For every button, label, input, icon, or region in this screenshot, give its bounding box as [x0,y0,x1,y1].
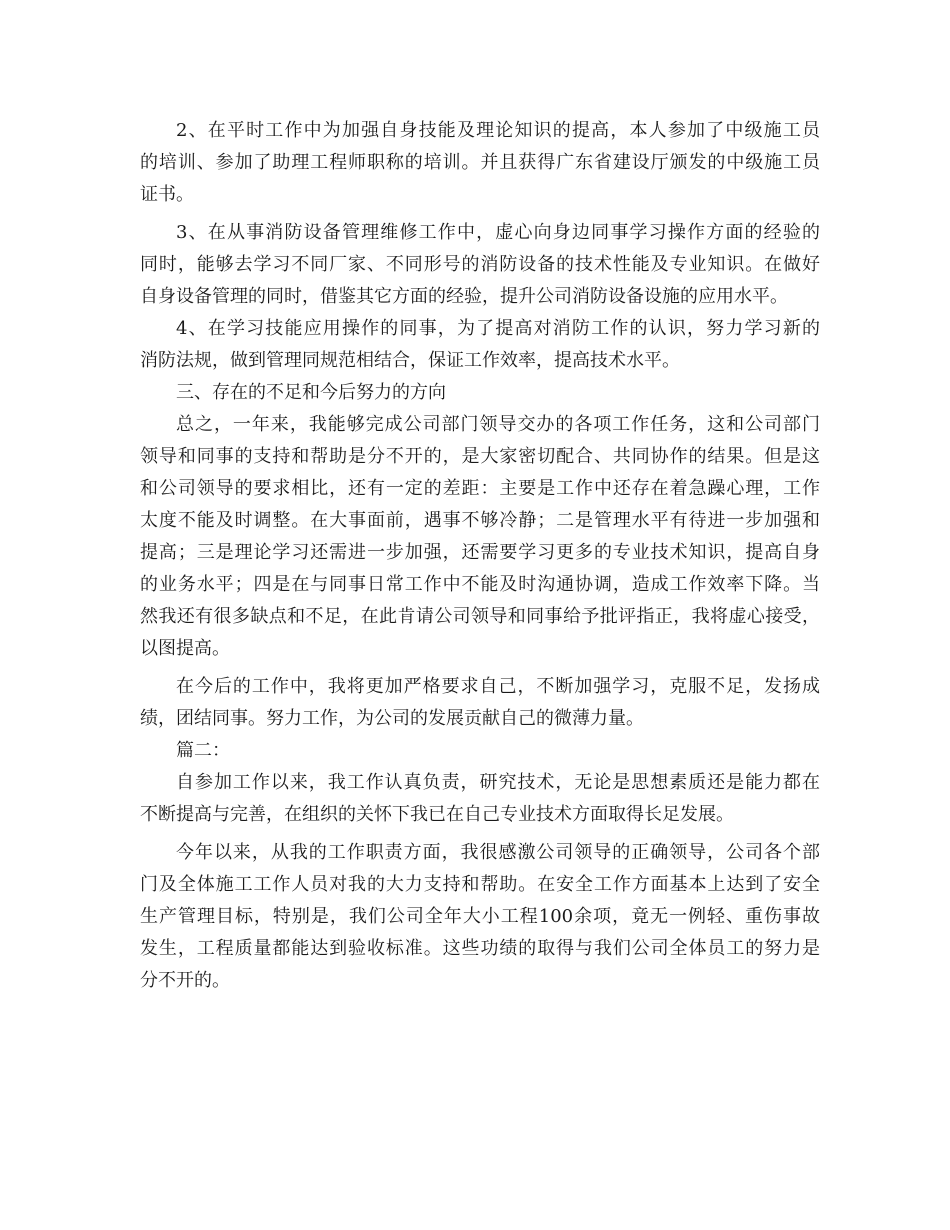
text-line: 不断提高与完善，在组织的关怀下我已在自己专业技术方面取得长足发展。 [140,804,734,825]
text-line: 然我还有很多缺点和不足，在此肯请公司领导和同事给予批评指正，我将虚心接受， [140,606,820,627]
text-line: 自参加工作以来，我工作认真负责，研究技术，无论是思想素质还是能力都在 [176,772,820,793]
text-line: 3、在从事消防设备管理维修工作中，虚心向身边同事学习操作方面的经验的 [176,222,820,243]
text-line: 三、存在的不足和今后努力的方向 [176,382,446,403]
text-line: 同时，能够去学习不同厂家、不同形号的消防设备的技术性能及专业知识。在做好 [140,254,820,275]
text-line: 2、在平时工作中为加强自身技能及理论知识的提高，本人参加了中级施工员 [176,120,820,141]
text-line: 和公司领导的要求相比，还有一定的差距：主要是工作中还存在着急躁心理，工作 [140,478,820,499]
text-line: 证书。 [140,184,194,205]
text-line: 篇二： [176,740,230,761]
text-line: 绩，团结同事。努力工作，为公司的发展贡献自己的微薄力量。 [140,708,644,729]
text-line: 门及全体施工工作人员对我的大力支持和帮助。在安全工作方面基本上达到了安全 [140,874,820,895]
document-body [140,115,820,997]
text-line: 在今后的工作中，我将更加严格要求自己，不断加强学习，克服不足，发扬成 [176,676,820,697]
text-line: 生产管理目标，特别是，我们公司全年大小工程100余项，竟无一例轻、重伤事故 [140,906,820,927]
text-line: 自身设备管理的同时，借鉴其它方面的经验，提升公司消防设备设施的应用水平。 [140,286,788,307]
text-line: 4、在学习技能应用操作的同事，为了提高对消防工作的认识，努力学习新的 [176,318,820,339]
text-line: 总之，一年来，我能够完成公司部门领导交办的各项工作任务，这和公司部门 [176,414,820,435]
text-line: 太度不能及时调整。在大事面前，遇事不够冷静；二是管理水平有待进一步加强和 [140,510,820,531]
text-line: 消防法规，做到管理同规范相结合，保证工作效率，提高技术水平。 [140,350,680,371]
text-line: 今年以来，从我的工作职责方面，我很感激公司领导的正确领导，公司各个部 [176,842,820,863]
text-line: 以图提高。 [140,638,230,659]
text-line: 领导和同事的支持和帮助是分不开的，是大家密切配合、共同协作的结果。但是这 [140,446,820,467]
text-line: 提高；三是理论学习还需进一步加强，还需要学习更多的专业技术知识，提高自身 [140,542,820,563]
text-line: 发生，工程质量都能达到验收标准。这些功绩的取得与我们公司全体员工的努力是 [140,938,820,959]
text-line: 的培训、参加了助理工程师职称的培训。并且获得广东省建设厅颁发的中级施工员 [140,152,820,173]
text-line: 分不开的。 [140,970,230,991]
text-line: 的业务水平；四是在与同事日常工作中不能及时沟通协调，造成工作效率下降。当 [140,574,820,595]
